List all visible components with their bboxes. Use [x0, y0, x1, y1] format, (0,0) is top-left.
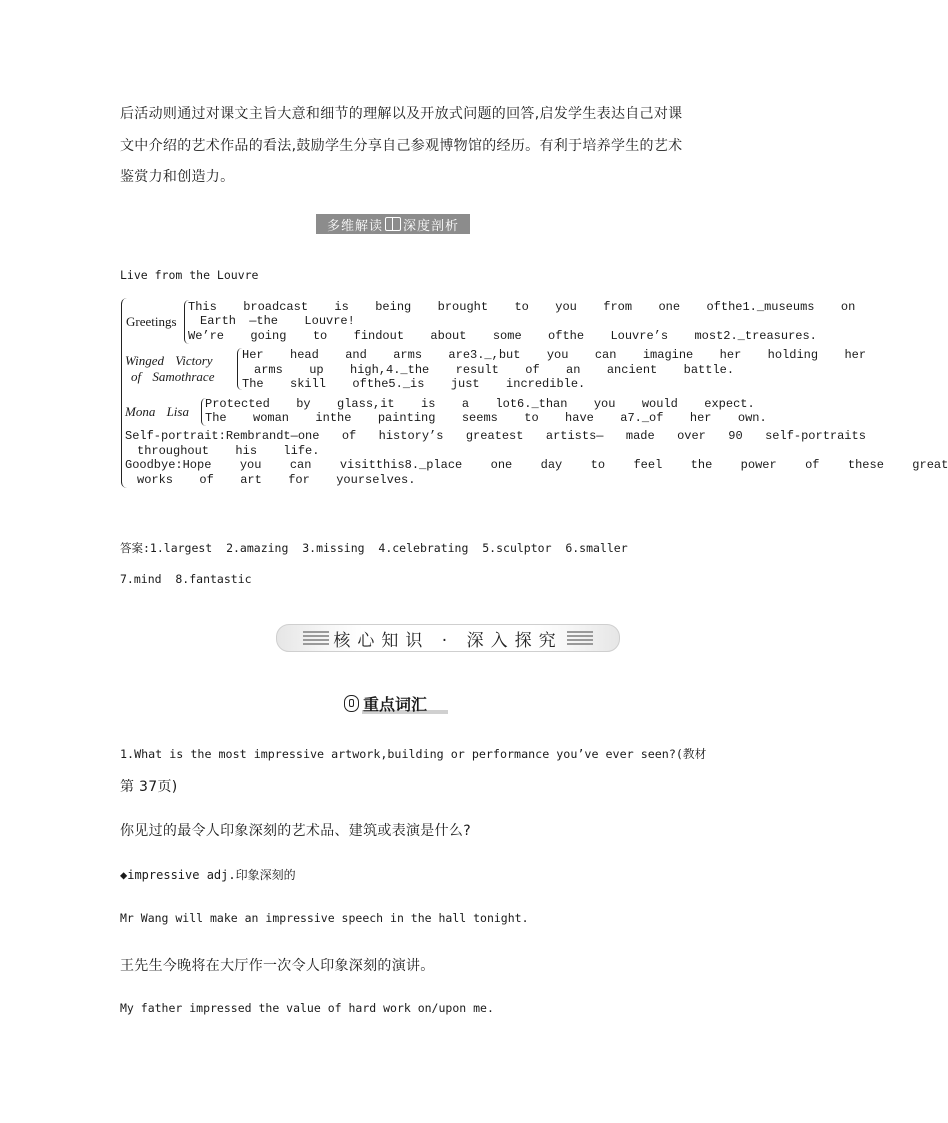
banner-right-text: 深度剖析 — [403, 218, 460, 234]
answers-line-1: 答案:1.largest 2.amazing 3.missing 4.celebrating 5.sculptor 6.smaller — [120, 541, 628, 555]
goodbye-line-2: works of art for yourselves. — [137, 473, 416, 487]
winged-line-3: The skill ofthe5._is just incredible. — [242, 377, 586, 391]
item1-example-2: My father impressed the value of hard work on/upon me. — [120, 1001, 494, 1015]
outline-title: Live from the Louvre — [120, 268, 259, 282]
banner-left-text: 多维解读 — [326, 218, 383, 234]
self-portrait-line-2: throughout his life. — [137, 444, 320, 458]
core-banner-text: 核心知识 · 深入探究 — [333, 630, 563, 651]
vocab-heading-text: 重点词汇 — [363, 695, 428, 714]
winged-label-1: Winged Victory — [125, 353, 213, 368]
intro-line-1: 后活动则通过对课文主旨大意和细节的理解以及开放式问题的回答,启发学生表达自己对课 — [120, 106, 683, 122]
mona-line-2: The woman inthe painting seems to have a7._of her own. — [205, 411, 767, 425]
winged-label-2: of Samothrace — [131, 369, 215, 384]
core-knowledge-banner — [276, 624, 620, 652]
left-stripes-decoration — [303, 631, 329, 645]
right-stripes-decoration — [567, 631, 593, 645]
winged-line-2: arms up high,4._the result of an ancient battle. — [254, 363, 735, 377]
intro-line-2: 文中介绍的艺术作品的看法,鼓励学生分享自己参观博物馆的经历。有利于培养学生的艺术 — [120, 138, 683, 154]
greetings-line-1: This broadcast is being brought to you from one ofthe1._museums on — [188, 300, 856, 314]
open-book-icon — [385, 217, 401, 231]
key-pin-icon — [344, 695, 359, 712]
intro-line-3: 鉴赏力和创造力。 — [120, 169, 235, 185]
item1-example-1: Mr Wang will make an impressive speech in the hall tonight. — [120, 911, 529, 925]
item1-question-line-1: 1.What is the most impressive artwork,building or performance you’ve ever seen?(教材 — [120, 747, 707, 761]
mona-line-1: Protected by glass,it is a lot6._than you would expect. — [205, 397, 755, 411]
vocab-heading — [344, 692, 427, 715]
answers-line-2: 7.mind 8.fantastic — [120, 572, 252, 586]
item1-question-line-2: 第 37页) — [120, 779, 178, 795]
item1-example-1-translation: 王先生今晚将在大厅作一次令人印象深刻的演讲。 — [120, 958, 435, 974]
goodbye-line-1: Goodbye:Hope you can visitthis8._place one day to feel the power of these great — [125, 458, 948, 472]
self-portrait-line-1: Self-portrait:Rembrandt—one of history’s greatest artists— made over 90 self-portraits — [125, 429, 866, 443]
item1-entry: ◆impressive adj.印象深刻的 — [120, 868, 296, 882]
mona-label: Mona Lisa — [125, 404, 189, 419]
analysis-banner — [316, 214, 470, 234]
item1-translation: 你见过的最令人印象深刻的艺术品、建筑或表演是什么? — [120, 823, 471, 839]
greetings-line-2: Earth —the Louvre! — [200, 314, 355, 328]
greetings-label: Greetings — [126, 314, 177, 329]
winged-line-1: Her head and arms are3._,but you can imagine her holding her — [242, 348, 867, 362]
greetings-line-3: We’re going to findout about some ofthe Louvre’s most2._treasures. — [188, 329, 817, 343]
